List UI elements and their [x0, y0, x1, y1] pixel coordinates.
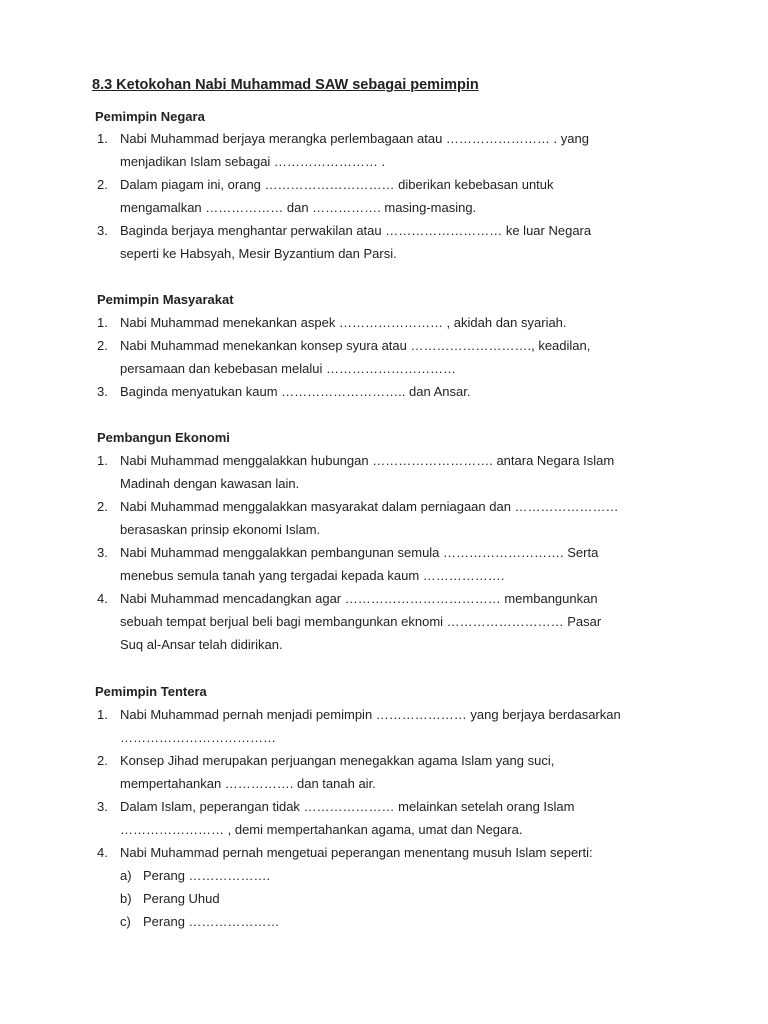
item-number: 3.: [97, 545, 108, 560]
item-line: Dalam Islam, peperangan tidak ………………… melainkan setelah orang Islam: [120, 799, 575, 814]
section-heading: Pemimpin Negara: [95, 109, 205, 124]
subitem-text: Perang …………………: [143, 914, 280, 929]
item-line: Nabi Muhammad menekankan konsep syura atau ………………………., keadilan,: [120, 338, 591, 353]
item-number: 1.: [97, 707, 108, 722]
item-line: Nabi Muhammad pernah menjadi pemimpin ………………… yang berjaya berdasarkan: [120, 707, 621, 722]
item-number: 2.: [97, 499, 108, 514]
section-heading: Pemimpin Tentera: [95, 684, 207, 699]
item-line: Nabi Muhammad berjaya merangka perlembagaan atau …………………… . yang: [120, 131, 589, 146]
subitem-text: Perang ……………….: [143, 868, 271, 883]
subitem-label: a): [120, 868, 132, 883]
item-line: berasaskan prinsip ekonomi Islam.: [120, 522, 321, 537]
item-line: seperti ke Habsyah, Mesir Byzantium dan Parsi.: [120, 246, 397, 261]
section-heading: Pembangun Ekonomi: [97, 430, 230, 445]
item-number: 4.: [97, 591, 108, 606]
subitem-label: b): [120, 891, 132, 906]
item-line: Nabi Muhammad menggalakkan hubungan ………………………. antara Negara Islam: [120, 453, 615, 468]
item-line: Nabi Muhammad mencadangkan agar ……………………………… membangunkan: [120, 591, 598, 606]
item-line: …………………… , demi mempertahankan agama, umat dan Negara.: [120, 822, 523, 837]
item-number: 1.: [97, 453, 108, 468]
item-line: Nabi Muhammad pernah mengetuai peperangan menentang musuh Islam seperti:: [120, 845, 593, 860]
item-number: 2.: [97, 177, 108, 192]
subitem-label: c): [120, 914, 131, 929]
item-line: Nabi Muhammad menekankan aspek …………………… , akidah dan syariah.: [120, 315, 567, 330]
item-line: mengamalkan ……………… dan ……………. masing-masing.: [120, 200, 477, 215]
item-line: menjadikan Islam sebagai …………………… .: [120, 154, 386, 169]
item-line: Baginda menyatukan kaum ……………………….. dan Ansar.: [120, 384, 471, 399]
item-number: 3.: [97, 384, 108, 399]
item-line: menebus semula tanah yang tergadai kepada kaum ……………….: [120, 568, 505, 583]
item-line: Baginda berjaya menghantar perwakilan atau ……………………… ke luar Negara: [120, 223, 592, 238]
item-number: 2.: [97, 753, 108, 768]
item-line: ………………………………: [120, 730, 276, 745]
item-number: 4.: [97, 845, 108, 860]
item-line: Suq al-Ansar telah didirikan.: [120, 637, 283, 652]
subitem-text: Perang Uhud: [143, 891, 220, 906]
item-number: 1.: [97, 315, 108, 330]
item-number: 3.: [97, 799, 108, 814]
item-line: Nabi Muhammad menggalakkan pembangunan semula ………………………. Serta: [120, 545, 599, 560]
item-line: Dalam piagam ini, orang ………………………… diberikan kebebasan untuk: [120, 177, 554, 192]
page-title: 8.3 Ketokohan Nabi Muhammad SAW sebagai pemimpin: [92, 77, 479, 93]
item-line: Madinah dengan kawasan lain.: [120, 476, 300, 491]
item-line: mempertahankan ……………. dan tanah air.: [120, 776, 376, 791]
section-heading: Pemimpin Masyarakat: [97, 292, 234, 307]
item-line: sebuah tempat berjual beli bagi membangunkan eknomi ……………………… Pasar: [120, 614, 602, 629]
item-line: Konsep Jihad merupakan perjuangan menegakkan agama Islam yang suci,: [120, 753, 555, 768]
item-line: persamaan dan kebebasan melalui …………………………: [120, 361, 456, 376]
item-line: Nabi Muhammad menggalakkan masyarakat dalam perniagaan dan ……………………: [120, 499, 619, 514]
item-number: 1.: [97, 131, 108, 146]
item-number: 3.: [97, 223, 108, 238]
item-number: 2.: [97, 338, 108, 353]
